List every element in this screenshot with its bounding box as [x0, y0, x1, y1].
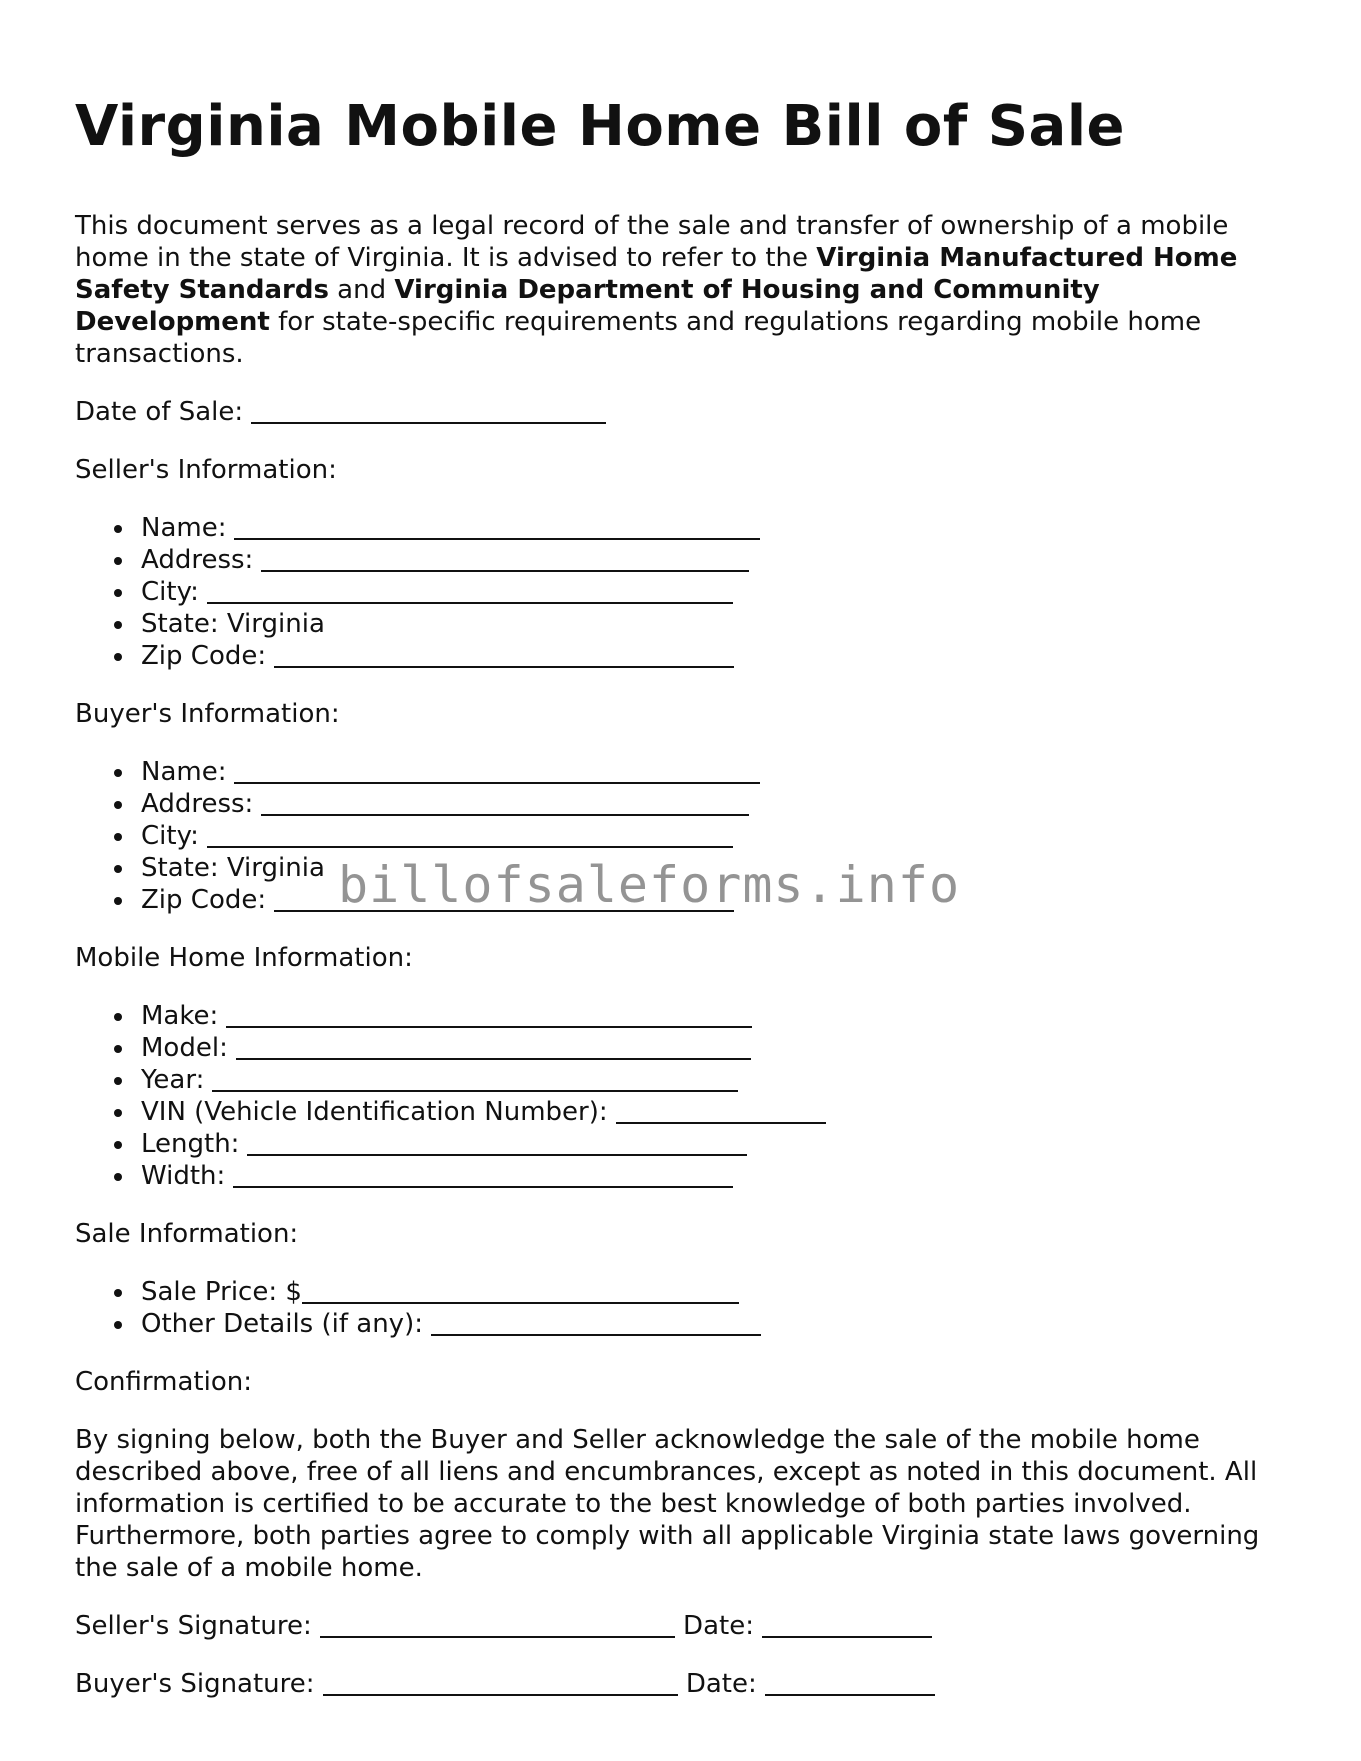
- sale-price-label: Sale Price: $: [141, 1277, 302, 1307]
- mobile-home-fields-list: [75, 1000, 1295, 1192]
- intro-text-2: and: [328, 275, 395, 305]
- list-item: [141, 1064, 1295, 1096]
- vin-field[interactable]: [616, 1096, 826, 1124]
- seller-signature-label: Seller's Signature:: [75, 1611, 312, 1641]
- mobile-home-heading: Mobile Home Information:: [75, 943, 413, 973]
- list-item: [141, 756, 1295, 788]
- seller-signature-field[interactable]: [320, 1610, 675, 1638]
- intro-bold-safety-standards: Virginia Manufactured Home Safety Standards: [75, 243, 1238, 305]
- buyer-city-field[interactable]: [207, 820, 733, 848]
- buyer-signature-row: [75, 1668, 1295, 1700]
- list-item: [141, 640, 1295, 672]
- seller-date-field[interactable]: [762, 1610, 932, 1638]
- confirmation-heading: Confirmation:: [75, 1367, 252, 1397]
- sale-fields-list: [75, 1276, 1295, 1340]
- list-item: [141, 1276, 1295, 1308]
- seller-zip-label: Zip Code:: [141, 641, 267, 671]
- width-field[interactable]: [233, 1160, 733, 1188]
- intro-bold-housing-department: Virginia Department of Housing and Community Development: [75, 275, 1100, 337]
- length-label: Length:: [141, 1129, 240, 1159]
- seller-date-label: Date:: [683, 1611, 754, 1641]
- width-label: Width:: [141, 1161, 226, 1191]
- date-of-sale-field[interactable]: [251, 396, 606, 424]
- buyer-zip-label: Zip Code:: [141, 885, 267, 915]
- buyer-city-label: City:: [141, 821, 199, 851]
- watermark-text: billofsaleforms.info: [338, 856, 961, 914]
- seller-city-label: City:: [141, 577, 199, 607]
- list-item: [141, 576, 1295, 608]
- list-item: [141, 1160, 1295, 1192]
- other-details-field[interactable]: [431, 1308, 761, 1336]
- sale-price-field[interactable]: [302, 1276, 739, 1304]
- year-field[interactable]: [212, 1064, 738, 1092]
- buyer-date-field[interactable]: [765, 1668, 935, 1696]
- list-item: [141, 1128, 1295, 1160]
- list-item: [141, 1096, 1295, 1128]
- seller-address-field[interactable]: [261, 544, 749, 572]
- model-field[interactable]: [236, 1032, 751, 1060]
- seller-state-label: State: Virginia: [141, 609, 325, 639]
- vin-label: VIN (Vehicle Identification Number):: [141, 1097, 608, 1127]
- make-field[interactable]: [226, 1000, 752, 1028]
- buyer-heading: Buyer's Information:: [75, 699, 340, 729]
- list-item: [141, 1308, 1295, 1340]
- seller-name-label: Name:: [141, 513, 227, 543]
- list-item: [141, 544, 1295, 576]
- seller-city-field[interactable]: [207, 576, 733, 604]
- buyer-address-field[interactable]: [261, 788, 749, 816]
- confirmation-body: By signing below, both the Buyer and Seller acknowledge the sale of the mobile home described above, free of all liens and encumbrances, except as noted in this document. All information is certified to be accurate to the best knowledge of both parties involved. Furthermore, both parties agree to comply with all applicable Virginia state laws governing the sale of a mobile home.: [75, 1425, 1260, 1583]
- seller-fields-list: [75, 512, 1295, 672]
- date-of-sale-label: Date of Sale:: [75, 397, 244, 427]
- year-label: Year:: [141, 1065, 205, 1095]
- buyer-name-field[interactable]: [234, 756, 760, 784]
- seller-heading: Seller's Information:: [75, 455, 337, 485]
- buyer-signature-field[interactable]: [323, 1668, 678, 1696]
- make-label: Make:: [141, 1001, 219, 1031]
- buyer-name-label: Name:: [141, 757, 227, 787]
- list-item: [141, 1032, 1295, 1064]
- intro-paragraph: [75, 210, 1285, 370]
- seller-zip-field[interactable]: [274, 640, 734, 668]
- buyer-address-label: Address:: [141, 789, 254, 819]
- list-item: [141, 788, 1295, 820]
- buyer-signature-label: Buyer's Signature:: [75, 1669, 315, 1699]
- list-item: [141, 1000, 1295, 1032]
- buyer-date-label: Date:: [685, 1669, 757, 1699]
- sale-heading: Sale Information:: [75, 1219, 299, 1249]
- seller-signature-row: [75, 1610, 1295, 1642]
- date-of-sale-row: [75, 396, 1295, 428]
- seller-name-field[interactable]: [234, 512, 760, 540]
- list-item: [141, 608, 1295, 640]
- document-title: Virginia Mobile Home Bill of Sale: [75, 94, 1126, 159]
- seller-address-label: Address:: [141, 545, 254, 575]
- model-label: Model:: [141, 1033, 228, 1063]
- other-details-label: Other Details (if any):: [141, 1309, 423, 1339]
- list-item: [141, 512, 1295, 544]
- list-item: [141, 820, 1295, 852]
- length-field[interactable]: [247, 1128, 747, 1156]
- buyer-state-label: State: Virginia: [141, 853, 325, 883]
- intro-text-3: for state-specific requirements and regulations regarding mobile home transactions.: [75, 307, 1202, 369]
- intro-text-1: This document serves as a legal record of the sale and transfer of ownership of a mobile home in the state of Virginia. It is advised to refer to the: [75, 211, 1229, 273]
